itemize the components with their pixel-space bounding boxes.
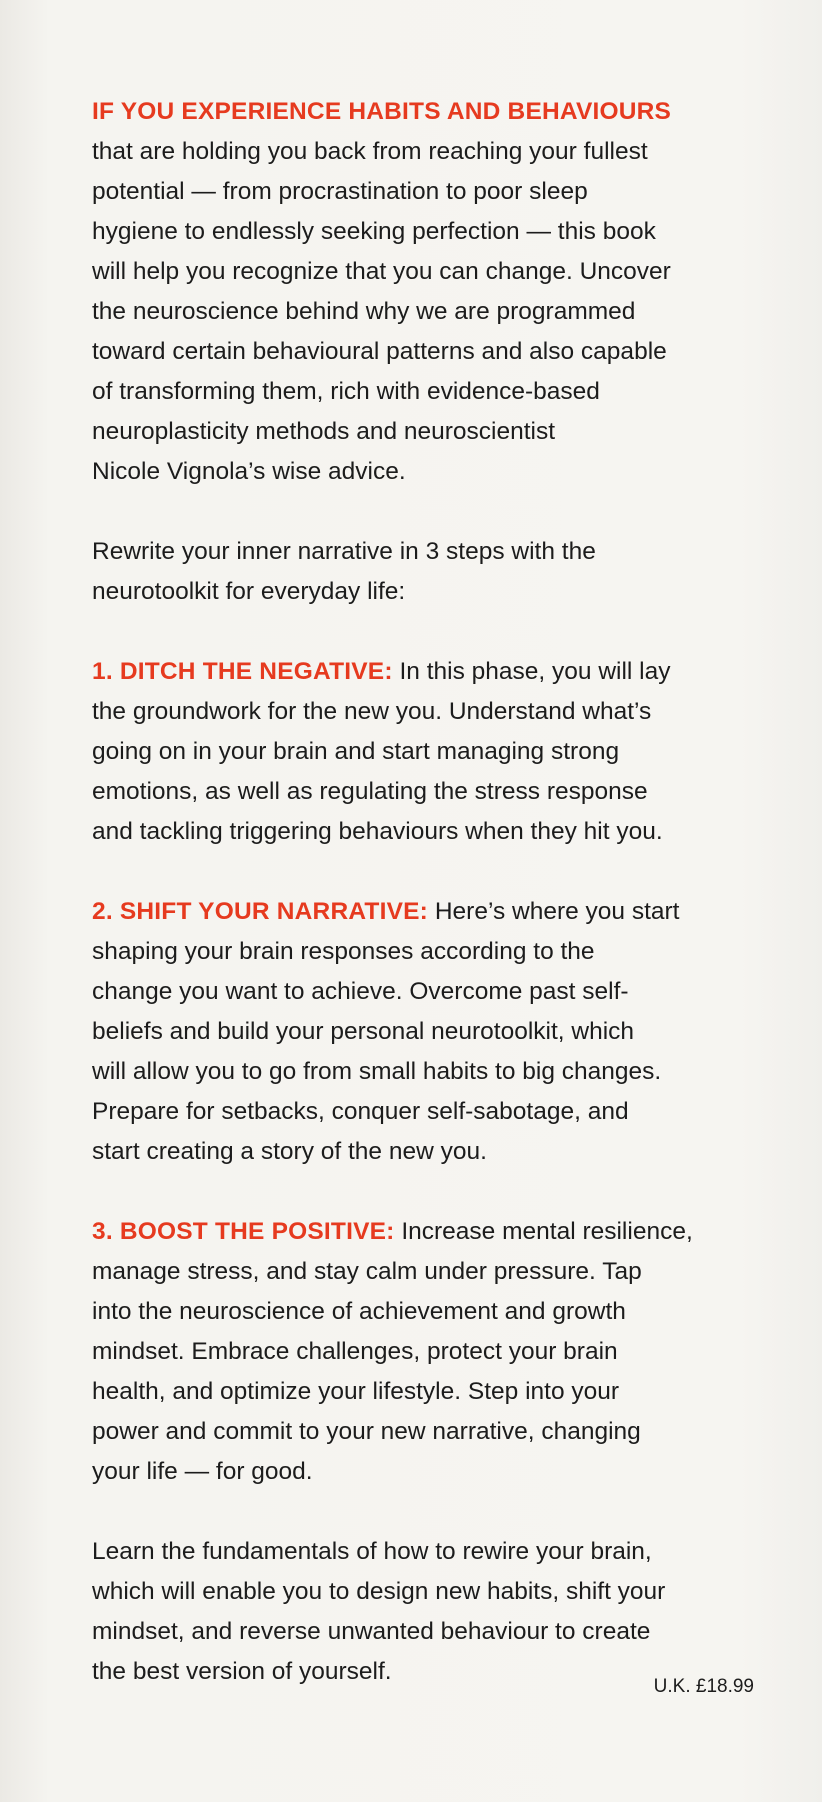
- intro-line: will help you recognize that you can change. Uncover: [92, 258, 671, 285]
- lead-paragraph: [92, 532, 782, 612]
- step-line: mindset. Embrace challenges, protect your brain: [92, 1338, 618, 1365]
- step-line: health, and optimize your lifestyle. Step into your: [92, 1378, 620, 1405]
- closing-line: which will enable you to design new habits, shift your: [92, 1578, 666, 1605]
- intro-line: potential — from procrastination to poor sleep: [92, 178, 588, 205]
- lead-line: Rewrite your inner narrative in 3 steps with the: [92, 538, 596, 565]
- closing-line: the best version of yourself.: [92, 1658, 392, 1685]
- step-1-paragraph: [92, 652, 782, 852]
- intro-line: of transforming them, rich with evidence-based: [92, 378, 600, 405]
- lead-line: neurotoolkit for everyday life:: [92, 578, 406, 605]
- step-2-heading: 2. SHIFT YOUR NARRATIVE:: [92, 898, 429, 925]
- step-line: Here’s where you start: [428, 898, 680, 925]
- intro-line: that are holding you back from reaching your fullest: [92, 138, 648, 165]
- step-line: Prepare for setbacks, conquer self-sabotage, and: [92, 1098, 629, 1125]
- step-line: will allow you to go from small habits to big changes.: [92, 1058, 662, 1085]
- step-line: the groundwork for the new you. Understand what’s: [92, 698, 652, 725]
- intro-line: Nicole Vignola’s wise advice.: [92, 458, 406, 485]
- step-line: start creating a story of the new you.: [92, 1138, 487, 1165]
- step-2-paragraph: [92, 892, 782, 1172]
- intro-line: the neuroscience behind why we are programmed: [92, 298, 636, 325]
- step-line: beliefs and build your personal neurotoolkit, which: [92, 1018, 635, 1045]
- closing-paragraph: [92, 1532, 782, 1692]
- step-line: power and commit to your new narrative, changing: [92, 1418, 641, 1445]
- blurb: [92, 92, 782, 1732]
- step-3-heading: 3. BOOST THE POSITIVE:: [92, 1218, 395, 1245]
- intro-line: neuroplasticity methods and neuroscientist: [92, 418, 556, 445]
- step-3-paragraph: [92, 1212, 782, 1492]
- intro-line: toward certain behavioural patterns and also capable: [92, 338, 667, 365]
- price-label: U.K. £18.99: [653, 1676, 754, 1697]
- step-line: your life — for good.: [92, 1458, 313, 1485]
- closing-line: mindset, and reverse unwanted behaviour to create: [92, 1618, 651, 1645]
- step-1-heading: 1. DITCH THE NEGATIVE:: [92, 658, 393, 685]
- step-line: In this phase, you will lay: [392, 658, 671, 685]
- step-line: change you want to achieve. Overcome past self-: [92, 978, 629, 1005]
- step-line: and tackling triggering behaviours when they hit you.: [92, 818, 663, 845]
- step-line: shaping your brain responses according to the: [92, 938, 595, 965]
- step-line: going on in your brain and start managing strong: [92, 738, 620, 765]
- intro-line: hygiene to endlessly seeking perfection — this book: [92, 218, 656, 245]
- step-line: emotions, as well as regulating the stress response: [92, 778, 648, 805]
- intro-paragraph: [92, 92, 782, 492]
- step-line: Increase mental resilience,: [394, 1218, 693, 1245]
- step-line: into the neuroscience of achievement and growth: [92, 1298, 626, 1325]
- intro-heading: IF YOU EXPERIENCE HABITS AND BEHAVIOURS: [92, 98, 672, 125]
- closing-line: Learn the fundamentals of how to rewire your brain,: [92, 1538, 652, 1565]
- step-line: manage stress, and stay calm under pressure. Tap: [92, 1258, 642, 1285]
